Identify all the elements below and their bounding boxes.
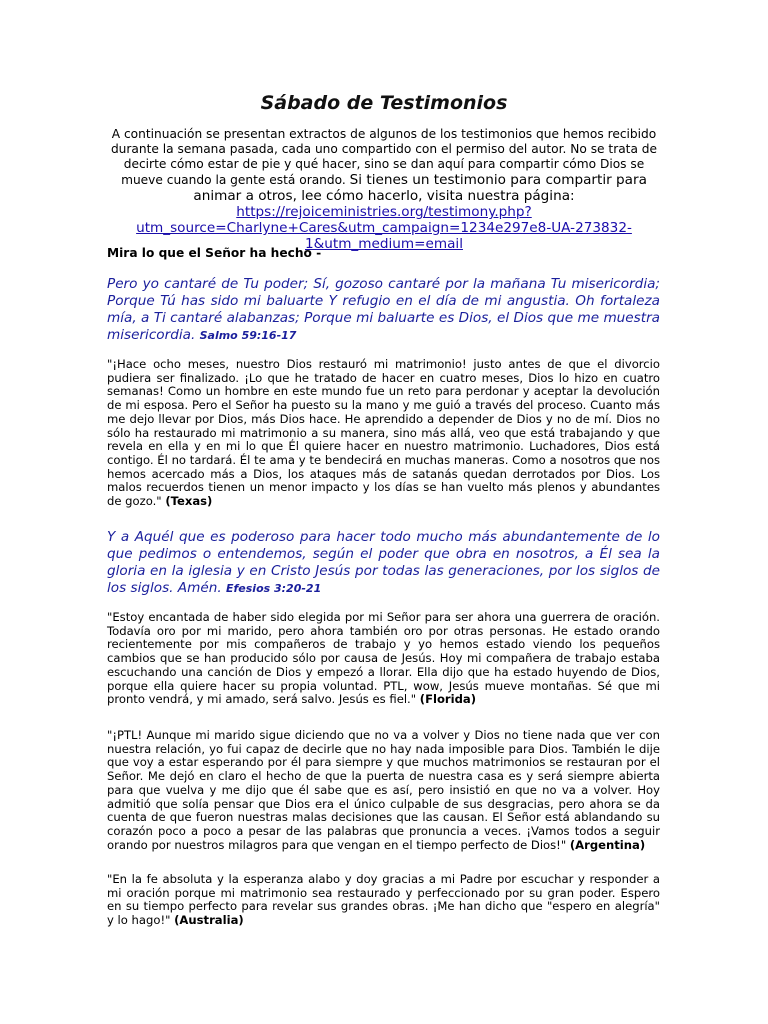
testimony-text: "Estoy encantada de haber sido elegida por mi Señor para ser ahora una guerrera de oración. Todavía oro por mi marido, pero ahora también oro por otras personas. He estado orando recientemente por mis compañeros de trabajo y yo hemos estado viendo los pequeños cambios que se han producido sólo por causa de Jesús. Hoy mi compañera de trabajo estaba escuchando una canción de Dios y empezó a llorar. Ella dijo que ha estado huyendo de Dios, porque ella quiere hacer su propia voluntad. PTL, wow, Jesús mueve montañas. Sé que mi pronto vendrá, y mi amado, será salvo. Jesús es fiel." [107,610,660,707]
testimony-place: (Australia) [174,913,244,928]
intro-text-invite: Si tienes un testimonio para compartir para animar a otros, lee cómo hacerlo, visita nuestra página: [193,172,647,204]
testimony-block [107,729,660,852]
testimony-place: (Florida) [419,692,477,707]
testimony-text: "En la fe absoluta y la esperanza alabo y doy gracias a mi Padre por escuchar y responder a mi oración porque mi matrimonio sea restaurado y perfeccionado por su gran poder. Espero en su tiempo perfecto para revelar sus grandes obras. ¡Me han dicho que "espero en alegría" y lo hago!" [107,872,660,928]
verse-reference: Efesios 3:20-21 [225,582,322,595]
testimony-place: (Texas) [165,494,213,509]
section-heading: Mira lo que el Señor ha hecho - [107,246,322,260]
testimony-text: "¡PTL! Aunque mi marido sigue diciendo que no va a volver y Dios no tiene nada que ver con nuestra relación, yo fui capaz de decirle que no hay nada imposible para Dios. También le dije que voy a estar esperando por él para siempre y que muchos matrimonios se restauran por el Señor. Me dejó en claro el hecho de que la puerta de nuestra casa es y será siempre abierta para que vuelva y me dijo que él sabe que es así, pero insistió en que no va a volver. Hoy admitió que solía pensar que Dios era el único culpable de sus desgracias, pero ahora se da cuenta de que fueron nuestras malas decisiones que las causan. El Señor está ablandando su corazón poco a poco a pesar de las palabras que pronuncia a veces. ¡Vamos todos a seguir orando por nuestros milagros para que vengan en el tiempo perfecto de Dios!" [107,728,660,852]
verse-block [107,276,660,344]
verse-block [107,529,660,597]
testimony-text: "¡Hace ocho meses, nuestro Dios restauró mi matrimonio! justo antes de que el divorcio pudiera ser finalizado. ¡Lo que he tratado de hacer en cuatro meses, Dios lo hizo en cuatro semanas! Como un hombre en este mundo fue un reto para perdonar y aceptar la devolución de mi esposa. Pero el Señor ha puesto su la mano y me guió a través del proceso. Cuanto más me dejo llevar por Dios, más Dios hace. He aprendido a depender de Dios y no de mí. Dios no sólo ha restaurado mi matrimonio a su manera, sino más allá, veo que está trabajando y que revela en ella y en mi lo que Él quiere hacer en nuestro matrimonio. Luchadores, Dios está contigo. Él no tardará. Él te ama y te bendecirá en muchas maneras. Como a nosotros que nos hemos acercado más a Dios, los ataques más de satanás quedan derrotados por Dios. Los malos recuerdos tienen un menor impacto y los días se han vuelto más plenos y abundantes de gozo." [107,357,660,509]
intro-text: A continuación se presentan extractos de algunos de los testimonios que hemos recibido durante la semana pasada, cada uno compartido con el permiso del autor. No se trata de decirte cómo estar de pie y qué hacer, sino se dan aquí para compartir cómo Dios se mueve cuando la gente está orando. [110,127,658,187]
testimony-block [107,358,660,509]
testimony-place: (Argentina) [569,837,646,852]
verse-text: Y a Aquél que es poderoso para hacer todo mucho más abundantemente de lo que pedimos o entendemos, según el poder que obra en nosotros, a Él sea la gloria en la iglesia y en Cristo Jesús por todas las generaciones, por los siglos de los siglos. Amén. [107,529,660,596]
testimony-link[interactable]: https://rejoiceministries.org/testimony.php?utm_source=Charlyne+Cares&utm_campaign=1234e297e8-UA-273832-1&utm_medium=email [136,204,632,252]
page-title: Sábado de Testimonios [260,92,508,114]
testimony-block [107,873,660,928]
intro-paragraph [106,127,662,252]
testimony-block [107,611,660,707]
verse-text: Pero yo cantaré de Tu poder; Sí, gozoso cantaré por la mañana Tu misericordia; Porque Tú has sido mi baluarte Y refugio en el día de mi angustia. Oh fortaleza mía, a Ti cantaré alabanzas; Porque mi baluarte es Dios, el Dios que me muestra misericordia. [107,276,660,343]
verse-reference: Salmo 59:16-17 [199,329,297,342]
